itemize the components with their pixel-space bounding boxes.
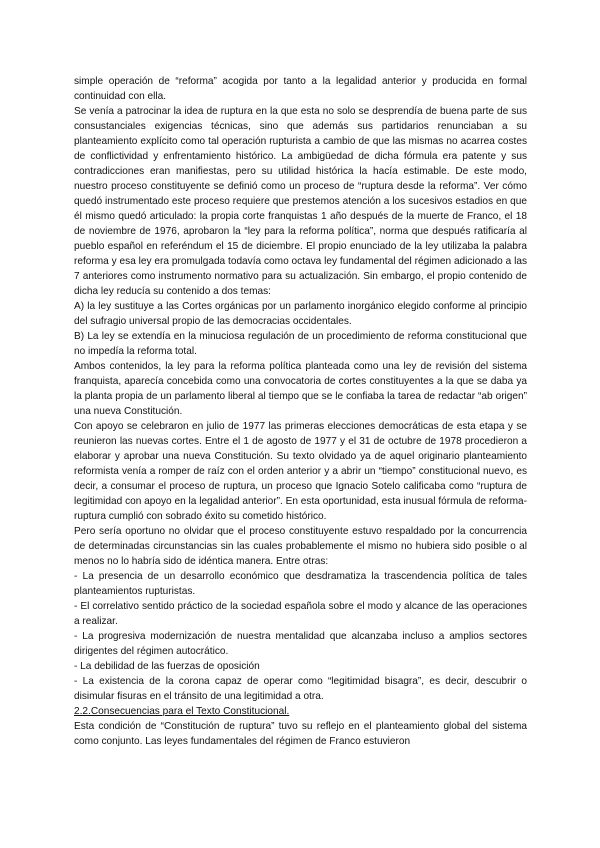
- paragraph-constitucion-ruptura: Esta condición de “Constitución de ruptura” tuvo su reflejo en el planteamiento global del sistema como conjunto. Las leyes fundamentales del régimen de Franco estuvieron: [74, 721, 527, 747]
- paragraph-ambos-contenidos: Ambos contenidos, la ley para la reforma política planteada como una ley de revisión del sistema franquista, aparecía concebida como una convocatoria de cortes constituyentes a la que se daba ya la planta propia de un parlamento liberal al tiempo que se le confiaba la tarea de redactar “ab origen” una nueva Constitución.: [74, 361, 527, 417]
- paragraph-ruptura-reforma: Se venía a patrocinar la idea de ruptura en la que esta no solo se desprendía de buena parte de sus consustanciales exigencias técnicas, sino que además sus partidarios renunciaban a su planteamiento explícito como tal operación rupturista a cambio de que las mismas no acarrea costes de conflictividad y enfrentamiento histórico. La ambigüedad de dicha fórmula era patente y sus contradicciones eran manifiestas, pero su utilidad histórica la hacía estimable. De este modo, nuestro proceso constituyente se definió como un proceso de “ruptura desde la reforma”. Ver cómo quedó instrumentado este proceso requiere que prestemos atención a los sucesivos estadios en que él mismo quedó articulado: la propia corte franquistas 1 año después de la muerte de Franco, el 18 de noviembre de 1976, aprobaron la “ley para la reforma política”, norma que después ratificaría al pueblo español en referéndum el 15 de diciembre. El propio enunciado de la ley utilizaba la palabra reforma y esa ley era promulgada todavía como octava ley fundamental del régimen adicionado a las 7 anteriores como instrumento normativo para su actualización. Sin embargo, el propio contenido de dicha ley reducía su contenido a dos temas:: [74, 106, 527, 297]
- paragraph-tema-b: B) La ley se extendía en la minuciosa regulación de un procedimiento de reforma constitucional que no impedía la reforma total.: [74, 331, 527, 357]
- list-item-corona: - La existencia de la corona capaz de operar como “legitimidad bisagra”, es decir, descubrir o disimular fisuras en el tránsito de una legitimidad a otra.: [74, 676, 527, 702]
- paragraph-circunstancias: Pero sería oportuno no olvidar que el proceso constituyente estuvo respaldado por la concurrencia de determinadas circunstancias sin las cuales probablemente el mismo no hubiera sido posible o al menos no lo habría sido de idéntica manera. Entre otras:: [74, 526, 527, 567]
- list-item-debilidad-oposicion: - La debilidad de las fuerzas de oposición: [74, 661, 260, 672]
- document-page: [74, 74, 527, 749]
- list-item-desarrollo-economico: - La presencia de un desarrollo económico que desdramatiza la trascendencia política de tales planteamientos rupturistas.: [74, 571, 527, 597]
- paragraph-elecciones-1977: Con apoyo se celebraron en julio de 1977 las primeras elecciones democráticas de esta etapa y se reunieron las nuevas cortes. Entre el 1 de agosto de 1977 y el 31 de octubre de 1978 procedieron a elaborar y aprobar una nueva Constitución. Su texto olvidado ya de aquel originario planteamiento reformista venía a romper de raíz con el orden anterior y a abrir un “tiempo” constitucional nuevo, es decir, a consumar el proceso de ruptura, un proceso que Ignacio Sotelo calificaba como “ruptura de legitimidad con apoyo en la legalidad anterior”. En esta oportunidad, esta inusual fórmula de reforma-ruptura cumplió con sobrado éxito su cometido histórico.: [74, 421, 527, 522]
- paragraph-continuation: simple operación de “reforma” acogida por tanto a la legalidad anterior y producida en formal continuidad con ella.: [74, 76, 527, 102]
- list-item-modernizacion: - La progresiva modernización de nuestra mentalidad que alcanzaba incluso a amplios sectores dirigentes del régimen autocrático.: [74, 631, 527, 657]
- paragraph-tema-a: A) la ley sustituye a las Cortes orgánicas por un parlamento inorgánico elegido conforme al principio del sufragio universal propio de las democracias occidentales.: [74, 301, 527, 327]
- section-heading: 2.2.Consecuencias para el Texto Constitucional.: [74, 706, 290, 717]
- list-item-sentido-practico: - El correlativo sentido práctico de la sociedad española sobre el modo y alcance de las operaciones a realizar.: [74, 601, 527, 627]
